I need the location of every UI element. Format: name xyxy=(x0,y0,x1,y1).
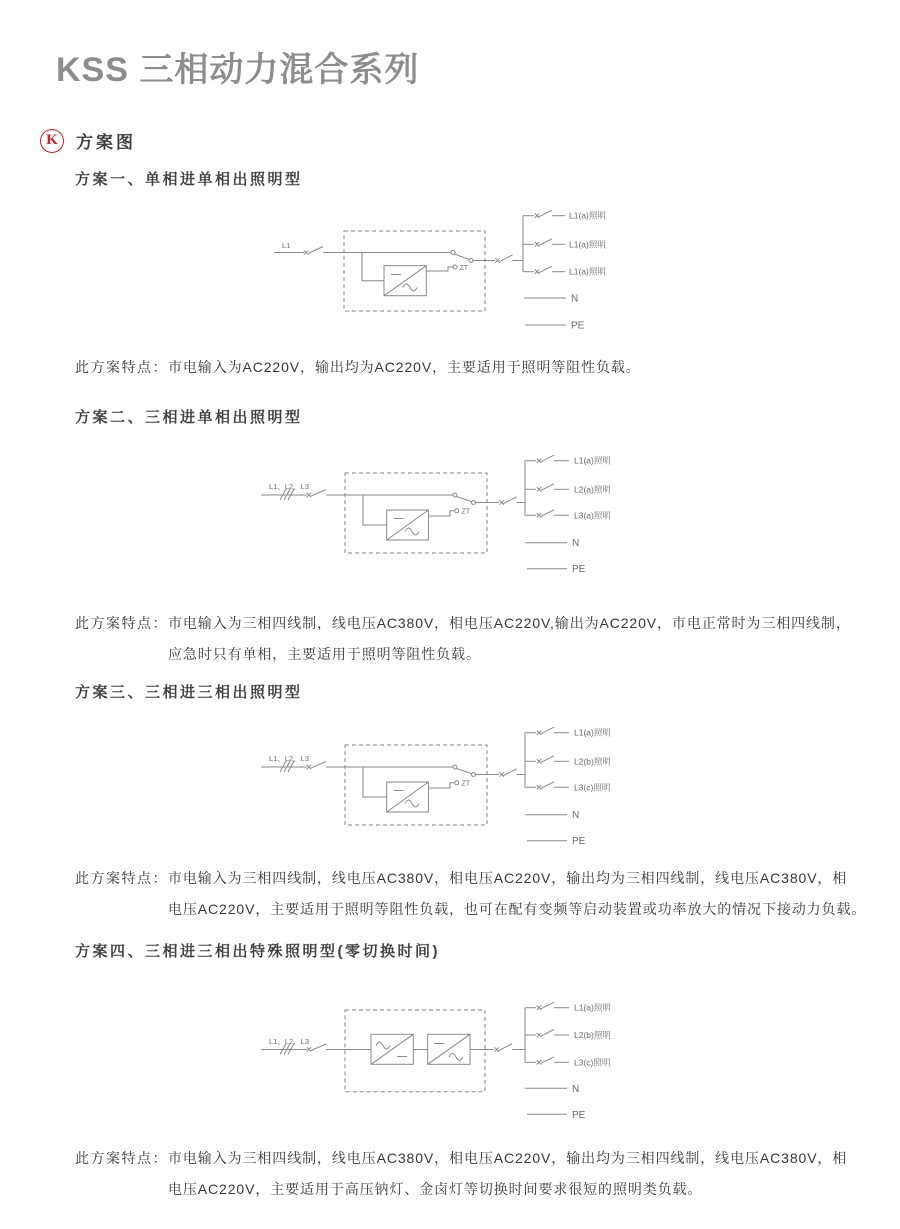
branch-label: L1(a)照明 xyxy=(569,239,606,250)
pe-label: PE xyxy=(572,564,586,576)
scheme3-feature xyxy=(75,863,883,925)
pe-line xyxy=(525,321,585,332)
feature-text: 市电输入为三相四线制，线电压AC380V，相电压AC220V,输出为AC220V，市电正常时为三相四线制， 应急时只有单相，主要适用于照明等阻性负载。 xyxy=(168,615,851,662)
branch-label: L3(c)照明 xyxy=(574,782,611,793)
inverter-icon xyxy=(363,495,428,540)
scheme1-diagram xyxy=(268,195,628,345)
scheme2-feature xyxy=(75,608,883,670)
branch-switch-icon xyxy=(525,484,611,495)
branch-switch-icon xyxy=(525,1057,611,1068)
changeover-switch-icon xyxy=(428,765,475,788)
zt-label: ZT xyxy=(459,265,469,272)
pe-line xyxy=(527,564,586,575)
n-label: N xyxy=(572,810,580,822)
n-label: N xyxy=(572,538,580,550)
n-label: N xyxy=(572,1083,580,1095)
scheme4-heading: 方案四、三相进三相出特殊照明型(零切换时间) xyxy=(75,943,440,960)
feature-text: 市电输入为三相四线制，线电压AC380V，相电压AC220V，输出均为三相四线制，线电压AC380V，相 电压AC220V，主要适用于照明等阻性负载，也可在配有变频等启动装置或功率放大的情况下接动力负载。 xyxy=(168,870,867,917)
pe-line xyxy=(527,1110,586,1121)
n-label: N xyxy=(571,293,579,305)
branch-switch-icon xyxy=(523,210,606,221)
feature-label: 此方案特点： xyxy=(75,870,168,886)
branch-label: L1(a)照明 xyxy=(569,266,606,277)
input-label: L1 xyxy=(282,241,291,250)
branch-switch-icon xyxy=(525,756,611,767)
branch-label: L1(a)照明 xyxy=(574,455,611,466)
branch-label: L1(a)照明 xyxy=(574,727,611,738)
scheme1-heading: 方案一、单相进单相出照明型 xyxy=(75,171,303,188)
changeover-switch-icon xyxy=(426,251,473,273)
inverter-icon xyxy=(362,253,426,296)
branch-label: L2(b)照明 xyxy=(574,1030,611,1040)
branch-switch-icon xyxy=(523,266,606,277)
output-switch-icon xyxy=(476,769,526,777)
scheme2-heading: 方案二、三相进单相出照明型 xyxy=(75,409,303,426)
output-switch-icon xyxy=(473,255,523,263)
output-switch-icon xyxy=(470,1044,525,1052)
inverter-icon xyxy=(363,767,428,812)
feature-label: 此方案特点： xyxy=(75,359,168,375)
branch-label: L1(a)照明 xyxy=(569,210,606,221)
branch-switch-icon xyxy=(525,510,611,521)
section-title: 方案图 xyxy=(76,133,136,152)
branch-switch-icon xyxy=(525,1002,611,1013)
branch-label: L3(a)照明 xyxy=(574,510,611,521)
branch-switch-icon xyxy=(525,455,611,466)
zt-label: ZT xyxy=(461,780,471,788)
inverter-icon xyxy=(428,1034,470,1064)
output-switch-icon xyxy=(476,497,526,505)
pe-label: PE xyxy=(572,836,586,848)
scheme1-feature xyxy=(75,352,883,383)
k-badge-icon: K xyxy=(40,129,64,153)
branch-label: L2(a)照明 xyxy=(574,484,611,495)
neutral-line xyxy=(525,538,579,549)
branch-switch-icon xyxy=(525,782,611,793)
feature-label: 此方案特点： xyxy=(75,615,168,631)
branch-switch-icon xyxy=(525,727,611,738)
pe-label: PE xyxy=(572,1109,586,1121)
scheme2-diagram xyxy=(255,440,635,600)
section-header xyxy=(40,128,136,153)
scheme3-diagram xyxy=(255,712,635,872)
input-label: L1、L2、L3 xyxy=(269,754,310,763)
neutral-line xyxy=(525,810,579,821)
feature-label: 此方案特点： xyxy=(75,1150,168,1166)
input-label: L1、L2、L3 xyxy=(269,1037,310,1046)
feature-text: 市电输入为AC220V，输出均为AC220V，主要适用于照明等阻性负载。 xyxy=(168,359,641,375)
feature-text: 市电输入为三相四线制，线电压AC380V，相电压AC220V，输出均为三相四线制，线电压AC380V，相 电压AC220V，主要适用于高压钠灯、金卤灯等切换时间要求很短的照明类负载。 xyxy=(168,1150,848,1197)
changeover-switch-icon xyxy=(428,493,475,516)
rectifier-icon xyxy=(371,1034,413,1064)
neutral-line xyxy=(525,1084,579,1095)
zt-label: ZT xyxy=(461,508,471,516)
ups-dashed-box xyxy=(345,1010,485,1092)
scheme3-heading: 方案三、三相进三相出照明型 xyxy=(75,684,303,701)
input-label: L1、L2、L3 xyxy=(269,482,310,491)
branch-switch-icon xyxy=(523,239,606,250)
scheme4-diagram xyxy=(255,985,635,1135)
branch-label: L2(b)照明 xyxy=(574,756,611,767)
page-title: KSS 三相动力混合系列 xyxy=(56,51,420,89)
scheme4-feature xyxy=(75,1143,883,1205)
pe-line xyxy=(527,836,586,847)
branch-label: L1(a)照明 xyxy=(574,1002,611,1013)
neutral-line xyxy=(524,294,578,305)
pe-label: PE xyxy=(571,320,585,332)
branch-label: L3(c)照明 xyxy=(574,1057,611,1068)
branch-switch-icon xyxy=(525,1030,611,1041)
